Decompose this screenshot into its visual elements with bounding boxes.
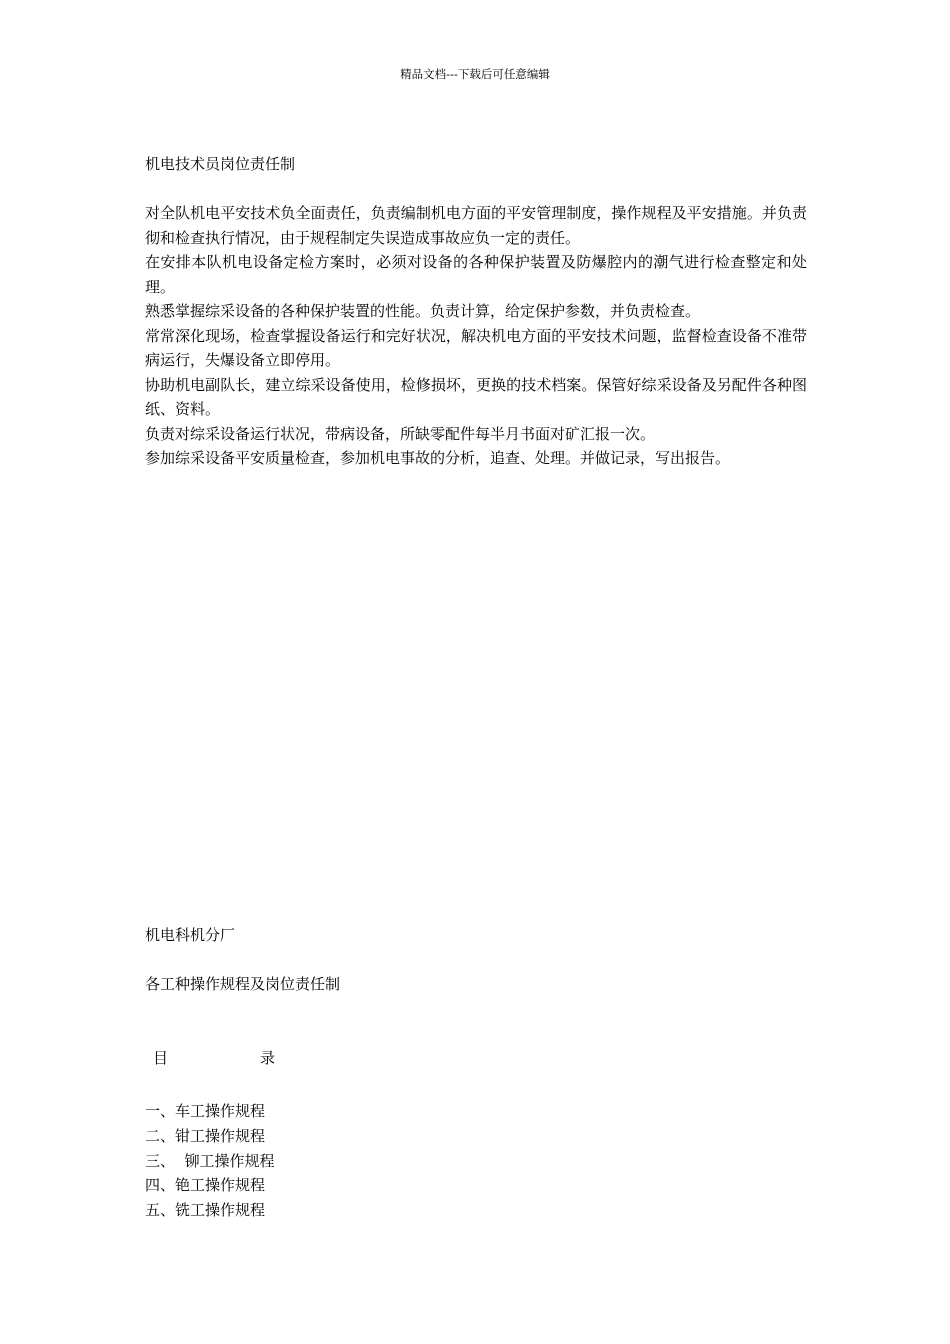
paragraph: 对全队机电平安技术负全面责任，负责编制机电方面的平安管理制度，操作规程及平安措施。并负责彻和检查执行情况，由于规程制定失误造成事故应负一定的责任。: [145, 204, 807, 247]
toc-item: 三、 铆工操作规程: [145, 1151, 275, 1170]
toc-title-right: 录: [260, 1049, 276, 1067]
toc-title-left: 目: [153, 1049, 169, 1067]
paragraph: 熟悉掌握综采设备的各种保护装置的性能。负责计算，给定保护参数，并负责检查。: [145, 302, 701, 320]
paragraph: 参加综采设备平安质量检查，参加机电事故的分析，追查、处理。并做记录，写出报告。: [145, 449, 731, 467]
paragraph: 协助机电副队长，建立综采设备使用，检修损坏，更换的技术档案。保管好综采设备及另配件各种图纸、资料。: [145, 375, 807, 418]
toc-list: [145, 1099, 275, 1223]
paragraph: 在安排本队机电设备定检方案时，必须对设备的各种保护装置及防爆腔内的潮气进行检查整定和处理。: [145, 253, 807, 296]
document-body: [145, 201, 807, 471]
toc-title: [153, 1048, 275, 1068]
paragraph: 负责对综采设备运行状况，带病设备，所缺零配件每半月书面对矿汇报一次。: [145, 424, 656, 443]
toc-item: 二、钳工操作规程: [145, 1126, 266, 1145]
toc-item: 五、铣工操作规程: [145, 1201, 266, 1220]
toc-item: 一、车工操作规程: [145, 1102, 266, 1120]
page-header: 精品文档---下载后可任意编辑: [400, 67, 550, 81]
paragraph: 常常深化现场，检查掌握设备运行和完好状况，解决机电方面的平安技术问题，监督检查设备不准带病运行，失爆设备立即停用。: [145, 326, 807, 369]
organization-name: 机电科机分厂: [145, 926, 236, 944]
document-title: 机电技术员岗位责任制: [145, 155, 296, 173]
toc-item: 四、铯工操作规程: [145, 1176, 266, 1195]
document-subtitle: 各工种操作规程及岗位责任制: [145, 975, 341, 993]
